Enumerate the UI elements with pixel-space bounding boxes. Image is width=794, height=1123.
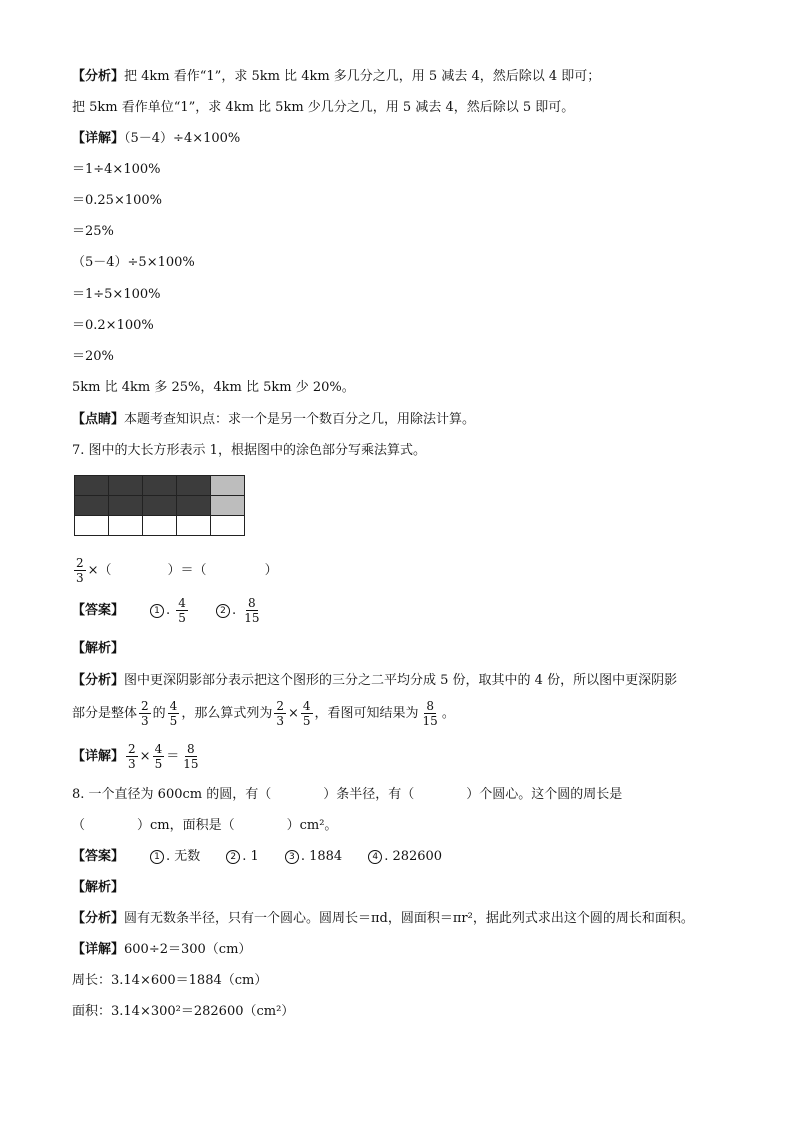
analysis-tag: 【分析】	[72, 673, 125, 688]
grid-cell-dark	[75, 496, 109, 516]
detail-tag: 【详解】	[72, 131, 125, 146]
q8-detail-line-2: 周长：3.14×600＝1884（cm）	[72, 973, 268, 988]
q8-answer: 【答案】 1 . 无数 2 . 1 3 . 1884 4 . 282600	[72, 849, 443, 864]
q6-detail-line: ＝0.2×100%	[72, 318, 154, 333]
detail-tag: 【详解】	[72, 749, 125, 764]
q8-detail-line-3: 面积：3.14×300²＝282600（cm²）	[72, 1004, 295, 1019]
q6-conclusion: 5km 比 4km 多 25%，4km 比 5km 少 20%。	[72, 380, 355, 395]
circled-number-1: 1	[150, 850, 164, 864]
circled-number-3: 3	[285, 850, 299, 864]
q6-detail-line-1: 【详解】（5－4）÷4×100%	[72, 131, 241, 146]
grid-cell-dark	[177, 476, 211, 496]
grid-cell-white	[109, 516, 143, 536]
answer-tag: 【答案】	[72, 603, 125, 618]
answer-tag: 【答案】	[72, 849, 125, 864]
q6-detail-line: ＝20%	[72, 349, 114, 364]
detail-tag: 【详解】	[72, 942, 125, 957]
circled-number-4: 4	[368, 850, 382, 864]
grid-cell-white	[143, 516, 177, 536]
q7-formula: $\frac{2}{3}$ ×（ ）＝（ ）	[76, 556, 278, 585]
grid-cell-white	[75, 516, 109, 536]
shaded-rectangle-grid	[74, 475, 245, 536]
q8-parse-tag: 【解析】	[72, 880, 125, 895]
comment-tag: 【点睛】	[72, 412, 125, 427]
q7-analysis-line-1: 【分析】图中更深阴影部分表示把这个图形的三分之二平均分成 5 份，取其中的 4 份，所以图中更深阴影	[72, 673, 678, 688]
grid-row	[75, 476, 245, 496]
q8-detail-line-1: 【详解】600÷2＝300（cm）	[72, 942, 252, 957]
grid-cell-dark	[143, 476, 177, 496]
circled-number-2: 2	[216, 604, 230, 618]
q6-detail-line: ＝1÷4×100%	[72, 162, 161, 177]
grid-cell-dark	[109, 476, 143, 496]
q6-analysis-line-1: 【分析】把 4km 看作“1”，求 5km 比 4km 多几分之几，用 5 减去 4，然后除以 4 即可；	[72, 69, 601, 84]
grid-cell-dark	[109, 496, 143, 516]
q6-comment: 【点睛】本题考查知识点：求一个是另一个数百分之几，用除法计算。	[72, 412, 476, 427]
fraction-8-15: $\frac{8}{15}$	[244, 596, 260, 625]
q6-detail-line: ＝1÷5×100%	[72, 287, 161, 302]
grid-cell-light	[211, 476, 245, 496]
q6-detail-line: （5－4）÷5×100%	[72, 255, 195, 270]
q7-parse-tag: 【解析】	[72, 641, 125, 656]
q8-question-line-1: 8. 一个直径为 600cm 的圆，有（ ）条半径，有（ ）个圆心。这个圆的周长是	[72, 787, 623, 802]
q6-analysis-line-2: 把 5km 看作单位“1”，求 4km 比 5km 少几分之几，用 5 减去 4，然后除以 5 即可。	[72, 100, 575, 115]
analysis-tag: 【分析】	[72, 911, 125, 926]
circled-number-2: 2	[226, 850, 240, 864]
grid-cell-dark	[177, 496, 211, 516]
q6-detail-line: ＝0.25×100%	[72, 193, 163, 208]
circled-number-1: 1	[150, 604, 164, 618]
q8-analysis: 【分析】圆有无数条半径，只有一个圆心。圆周长＝πd，圆面积＝πr²，据此列式求出这个圆的周长和面积。	[72, 911, 694, 926]
fraction-4-5: $\frac{4}{5}$	[178, 596, 186, 625]
q8-question-line-2: （ ）cm，面积是（ ）cm²。	[72, 818, 338, 833]
grid-row	[75, 496, 245, 516]
grid-cell-dark	[75, 476, 109, 496]
grid-row	[75, 516, 245, 536]
fraction-2-3: $\frac{2}{3}$	[76, 556, 84, 585]
q6-detail-line: ＝25%	[72, 224, 114, 239]
grid-cell-light	[211, 496, 245, 516]
q7-question: 7. 图中的大长方形表示 1，根据图中的涂色部分写乘法算式。	[72, 443, 426, 458]
q7-analysis-line-2: 部分是整体 $\frac{2}{3}$ 的 $\frac{4}{5}$ ，那么算式列为 $\frac{2}{3}$ × $\frac{4}{5}$ ，看图可知结果为 $\frac{8}{15}$ 。	[72, 699, 455, 728]
analysis-tag: 【分析】	[72, 69, 125, 84]
grid-cell-white	[211, 516, 245, 536]
grid-cell-dark	[143, 496, 177, 516]
q7-detail: 【详解】 $\frac{2}{3}$ × $\frac{4}{5}$ ＝ $\frac{8}{15}$	[72, 742, 199, 771]
grid-cell-white	[177, 516, 211, 536]
q7-answer: 【答案】 1 . $\frac{4}{5}$ 2 . $\frac{8}{15}$	[72, 596, 260, 625]
